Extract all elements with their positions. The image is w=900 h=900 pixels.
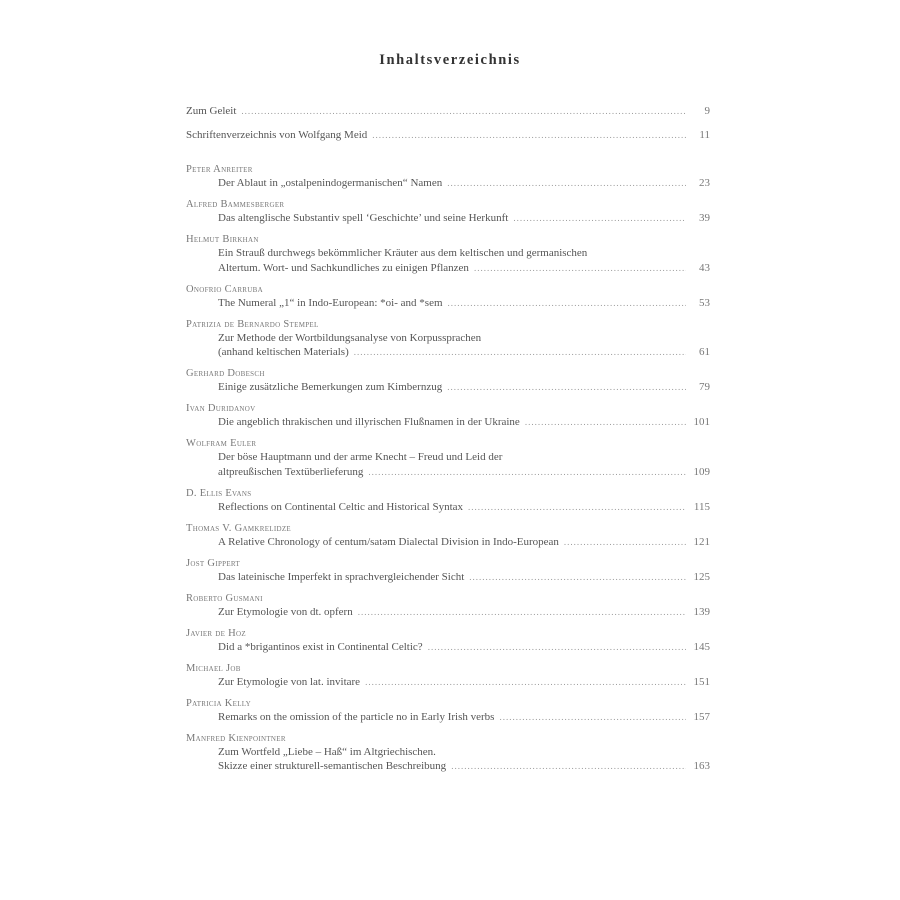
toc-line: [218, 710, 710, 725]
contribution-entry: [186, 697, 710, 725]
page-number: 163: [693, 760, 710, 772]
page-number: 11: [699, 128, 710, 141]
author-name: Onofrio Carruba: [186, 283, 263, 295]
page-number: 151: [693, 675, 710, 688]
contribution-title: [186, 710, 710, 725]
entry-title: Altertum. Wort- und Sachkundliches zu einigen Pflanzen: [218, 261, 469, 274]
dot-leader: [354, 345, 686, 360]
contribution-title: [186, 331, 710, 360]
contribution-entry: [186, 662, 710, 690]
author-name: Wolfram Euler: [186, 438, 257, 449]
contribution-title: [186, 500, 710, 515]
toc-line: [218, 570, 710, 585]
front-matter: [186, 104, 710, 142]
author-name: Thomas V. Gamkrelidze: [186, 522, 291, 534]
toc-line: [218, 535, 710, 550]
contribution-title: [186, 745, 710, 774]
contribution-title: [186, 640, 710, 655]
page-number: 43: [699, 261, 710, 274]
dot-leader: [448, 296, 686, 311]
toc-line: [218, 345, 710, 360]
contribution-entry: [186, 233, 710, 275]
contribution-title: [186, 675, 710, 690]
title-line: Zum Wortfeld „Liebe – Haß“ im Altgriechischen.: [218, 745, 436, 758]
contribution-entry: [186, 198, 710, 226]
page-number: 101: [693, 416, 710, 428]
author-name: Patrizia de Bernardo Stempel: [186, 318, 319, 330]
page-number: 125: [693, 570, 710, 583]
dot-leader: [368, 465, 686, 480]
entry-title: Das lateinische Imperfekt in sprachvergleichender Sicht: [218, 570, 465, 583]
page-number: 39: [699, 212, 710, 224]
dot-leader: [525, 415, 686, 430]
author-name: Helmut Birkhan: [186, 234, 259, 245]
author-name: Manfred Kienpointner: [186, 732, 286, 744]
toc-line: [218, 500, 710, 515]
author-name: Javier de Hoz: [186, 627, 246, 639]
front-matter-entry: [186, 104, 710, 119]
toc-line: [218, 675, 710, 690]
author-name: Ivan Duridanov: [186, 403, 256, 414]
toc-line: [218, 605, 710, 620]
entry-title: Die angeblich thrakischen und illyrischen Flußnamen in der Ukraine: [218, 416, 520, 428]
author-name: D. Ellis Evans: [186, 487, 252, 499]
title-line: Der böse Hauptmann und der arme Knecht – Freud und Leid der: [218, 451, 503, 463]
page-number: 115: [693, 500, 710, 513]
entry-title: Einige zusätzliche Bemerkungen zum Kimbernzug: [218, 381, 443, 393]
toc-line: [218, 759, 710, 774]
entry-title: Schriftenverzeichnis von Wolfgang Meid: [186, 128, 368, 141]
toc-line: [218, 261, 710, 276]
dot-leader: [358, 605, 686, 620]
entry-title: (anhand keltischen Materials): [218, 346, 349, 358]
front-matter-entry: [186, 128, 710, 143]
contribution-entry: [186, 163, 710, 191]
page-title: Inhaltsverzeichnis: [379, 52, 521, 68]
contribution-title: [186, 605, 710, 620]
contribution-title: [186, 380, 710, 395]
entry-title: Did a *brigantinos exist in Continental Celtic?: [218, 640, 423, 653]
dot-leader: [451, 759, 686, 774]
author-name: Peter Anreiter: [186, 164, 253, 175]
entry-title: Remarks on the omission of the particle no in Early Irish verbs: [218, 710, 495, 723]
toc-line: [218, 380, 710, 395]
toc-line: [186, 104, 710, 119]
contribution-entry: [186, 367, 710, 395]
author-name: Gerhard Dobesch: [186, 368, 265, 379]
author-name: Jost Gippert: [186, 557, 241, 569]
entry-title: Skizze einer strukturell-semantischen Beschreibung: [218, 760, 447, 772]
contribution-title: [186, 176, 710, 191]
page-number: 157: [693, 710, 710, 723]
page-number: 121: [693, 535, 710, 548]
page-number: 23: [699, 177, 710, 189]
page-number: 79: [699, 381, 710, 393]
entry-title: altpreußischen Textüberlieferung: [218, 465, 364, 478]
contribution-entry: [186, 318, 710, 360]
section-gap: [186, 151, 710, 163]
contribution-title: [186, 246, 710, 275]
dot-leader: [241, 104, 686, 119]
page-number: 145: [693, 640, 710, 653]
entry-title: The Numeral „1“ in Indo-European: *oi- and *sem: [218, 296, 443, 309]
contribution-entry: [186, 283, 710, 311]
toc-line: [218, 415, 710, 430]
dot-leader: [468, 500, 686, 515]
dot-leader: [447, 176, 686, 191]
page-number: 139: [693, 605, 710, 618]
title-line: Ein Strauß durchwegs bekömmlicher Kräuter aus dem keltischen und germanischen: [218, 247, 588, 259]
contribution-entry: [186, 402, 710, 430]
entry-title: Zur Etymologie von lat. invitare: [218, 675, 361, 688]
entry-title: Zur Etymologie von dt. opfern: [218, 605, 353, 618]
dot-leader: [447, 380, 686, 395]
contribution-entry: [186, 487, 710, 515]
entry-title: A Relative Chronology of centum/satəm Dialectal Division in Indo-European: [218, 535, 559, 548]
table-of-contents: [186, 104, 710, 781]
contribution-title: [186, 450, 710, 479]
toc-line: [218, 640, 710, 655]
dot-leader: [499, 710, 686, 725]
dot-leader: [372, 128, 686, 143]
contribution-entry: [186, 592, 710, 620]
page-number: 109: [693, 465, 710, 478]
entry-title: Das altenglische Substantiv spell ‘Geschichte’ und seine Herkunft: [218, 212, 509, 224]
toc-line: [218, 176, 710, 191]
title-line: Zur Methode der Wortbildungsanalyse von Korpussprachen: [218, 331, 482, 344]
entry-title: Reflections on Continental Celtic and Historical Syntax: [218, 500, 464, 513]
page-number: 61: [699, 346, 710, 358]
toc-line: [218, 296, 710, 311]
contribution-title: [186, 211, 710, 226]
author-name: Roberto Gusmani: [186, 592, 263, 604]
contributions-list: [186, 163, 710, 774]
author-name: Patricia Kelly: [186, 697, 252, 709]
dot-leader: [564, 535, 686, 550]
page-number: 9: [704, 105, 710, 117]
contribution-title: [186, 535, 710, 550]
contribution-entry: [186, 437, 710, 479]
author-name: Alfred Bammesberger: [186, 199, 285, 210]
dot-leader: [474, 261, 686, 276]
entry-title: Zum Geleit: [186, 105, 237, 117]
contribution-title: [186, 570, 710, 585]
entry-title: Der Ablaut in „ostalpenindogermanischen“ Namen: [218, 177, 443, 189]
contribution-entry: [186, 732, 710, 774]
dot-leader: [365, 675, 686, 690]
dot-leader: [513, 211, 686, 226]
toc-line: [218, 465, 710, 480]
page-number: 53: [699, 296, 710, 309]
contribution-entry: [186, 557, 710, 585]
author-name: Michael Job: [186, 662, 241, 674]
contribution-entry: [186, 627, 710, 655]
dot-leader: [469, 570, 686, 585]
toc-line: [218, 211, 710, 226]
toc-line: [186, 128, 710, 143]
dot-leader: [428, 640, 686, 655]
contribution-title: [186, 296, 710, 311]
contribution-entry: [186, 522, 710, 550]
contribution-title: [186, 415, 710, 430]
